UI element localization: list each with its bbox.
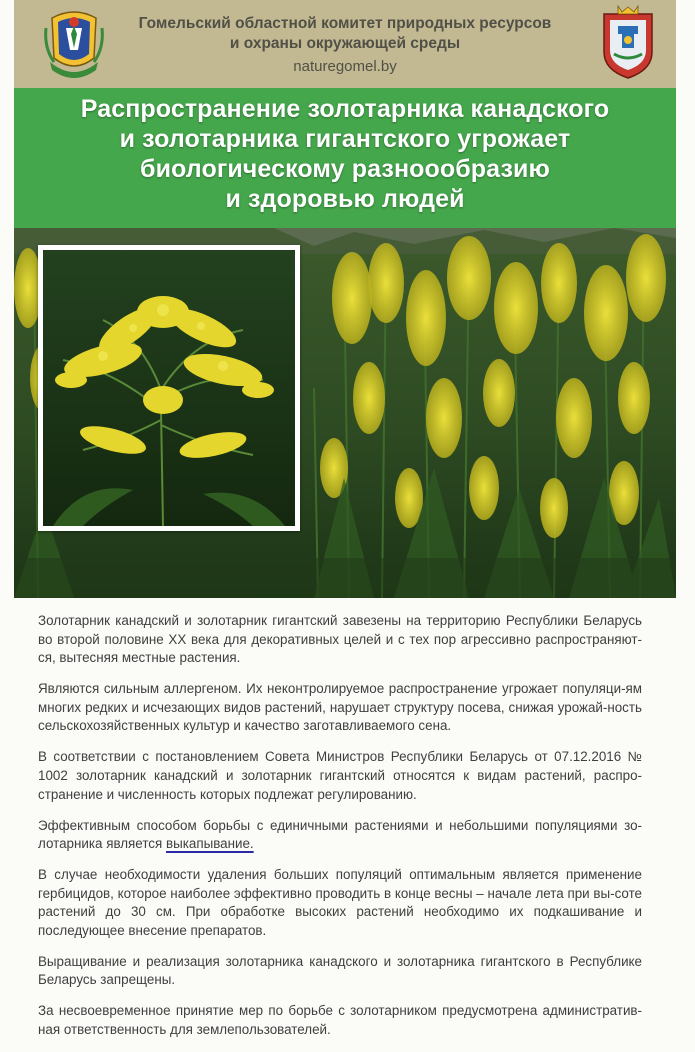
body-text xyxy=(38,612,642,1052)
control-method-text: Эффективным способом борьбы с единичными растениями и небольшими популяциями зо-лотарника является xyxy=(38,817,642,852)
page-title-line2: и золотарника гигантского угрожает xyxy=(119,125,571,153)
organization-name-line1: Гомельский областной комитет природных ресурсов xyxy=(138,15,552,32)
title-band xyxy=(14,88,676,228)
organization-name-line2: и охраны окружающей среды xyxy=(229,35,461,52)
page-title-line3: биологическому разноообразию xyxy=(140,155,550,183)
paragraph-prohibition: Выращивание и реализация золотарника канадского и золотарника гигантского в Республике Беларусь запрещены. xyxy=(38,953,642,988)
paragraph-allergen: Являются сильным аллергеном. Их неконтролируемое распространение угрожает популяци-ям многих редких и исчезающих видов растений, нарушает структуру посева, снижая урожай-ность сельскохозяйственных культур и качество заготавливаемого сена. xyxy=(38,681,642,734)
paragraph-herbicides: В случае необходимости удаления больших популяций оптимальным является применение гербицидов, которое наиболее эффективно проводить в конце весны – начале лета при вы-соте растений до 30 см. При обработке высоких растений необходимо их подкашивание и последующее внесение препаратов. xyxy=(38,867,642,938)
page-title-line4: и здоровью людей xyxy=(225,185,465,213)
paragraph-introduction: Золотарник канадский и золотарник гигантский завезены на территорию Республики Беларусь во второй половине XX века для декоративных целей и с тех пор агрессивно распространяют-ся, вытесняя местные растения. xyxy=(38,613,642,666)
paragraph-responsibility: За несвоевременное принятие мер по борьбе с золотарником предусмотрена административ-ная ответственность для землепользователей. xyxy=(38,1003,642,1038)
organization-name xyxy=(110,14,580,54)
website-url: naturegomel.by xyxy=(293,58,397,75)
page-title-line1: Распространение золотарника канадского xyxy=(80,95,610,123)
page-title xyxy=(14,94,676,214)
gomel-region-coat-of-arms-icon xyxy=(44,4,104,84)
header-band xyxy=(14,0,676,88)
paragraph-regulation: В соответствии с постановлением Совета Министров Республики Беларусь от 07.12.2016 № 1002 золотарник канадский и золотарник гигантский относятся к видам растений, распро-странение и численность которых подлежат регулированию. xyxy=(38,749,642,802)
paragraph-control-method xyxy=(38,817,642,854)
gomel-city-coat-of-arms-icon xyxy=(598,4,658,84)
goldenrod-closeup-photo xyxy=(38,245,300,531)
underlined-word: выкапывание. xyxy=(165,836,254,852)
